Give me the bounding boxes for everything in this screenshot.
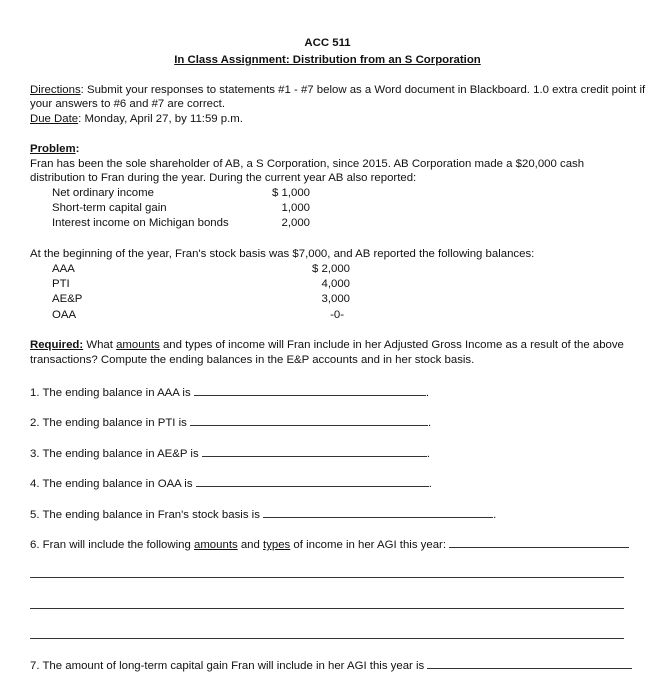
directions-line1 bbox=[30, 83, 645, 97]
answer-1-blank[interactable] bbox=[194, 384, 426, 396]
question-6-types: types bbox=[263, 539, 291, 551]
question-5-text: 5. The ending balance in Fran's stock basis is bbox=[30, 509, 260, 521]
question-3 bbox=[30, 445, 430, 461]
directions-text: : Submit your responses to statements #1 - #7 below as a Word document in Blackboard. 1.0 extra credit point if bbox=[80, 84, 646, 96]
required-line2: transactions? Compute the ending balances in the E&P accounts and in her stock basis. bbox=[30, 354, 475, 366]
question-2 bbox=[30, 414, 431, 430]
answer-2-blank[interactable] bbox=[190, 414, 428, 426]
period-3: . bbox=[426, 448, 431, 460]
due-date-label: Due Date bbox=[30, 113, 79, 125]
question-6-suffix: of income in her AGI this year: bbox=[290, 539, 447, 551]
question-6-amounts: amounts bbox=[193, 539, 238, 551]
question-1 bbox=[30, 384, 429, 400]
item-value-st-gain: 1,000 bbox=[281, 202, 310, 214]
question-4-text: 4. The ending balance in OAA is bbox=[30, 478, 193, 490]
due-date-text: : Monday, April 27, by 11:59 p.m. bbox=[78, 113, 243, 125]
course-code: ACC 511 bbox=[304, 37, 351, 49]
balances-intro: At the beginning of the year, Fran's stock basis was $7,000, and AB reported the following balances: bbox=[30, 248, 535, 260]
period-5: . bbox=[493, 509, 497, 521]
answer-6-line-3[interactable] bbox=[30, 608, 624, 609]
answer-4-blank[interactable] bbox=[196, 475, 429, 487]
item-label-interest: Interest income on Michigan bonds bbox=[52, 217, 229, 229]
due-date bbox=[30, 112, 243, 126]
problem-line1: Fran has been the sole shareholder of AB, a S Corporation, since 2015. AB Corporation made a $20,000 cash bbox=[30, 158, 585, 170]
answer-7-blank[interactable] bbox=[427, 657, 632, 669]
problem-line2: distribution to Fran during the year. During the current year AB also reported: bbox=[30, 172, 417, 184]
required-line1 bbox=[30, 338, 624, 352]
question-5 bbox=[30, 506, 496, 522]
required-amounts: amounts bbox=[116, 339, 160, 351]
item-label-net-ordinary: Net ordinary income bbox=[52, 187, 154, 199]
balance-label-pti: PTI bbox=[52, 278, 70, 290]
answer-3-blank[interactable] bbox=[202, 445, 427, 457]
question-7 bbox=[30, 657, 632, 673]
balance-value-aaa: $ 2,000 bbox=[311, 263, 350, 275]
period-4: . bbox=[428, 478, 432, 490]
question-4 bbox=[30, 475, 432, 491]
question-6 bbox=[30, 536, 629, 552]
question-1-text: 1. The ending balance in AAA is bbox=[30, 387, 191, 399]
item-label-st-gain: Short-term capital gain bbox=[52, 202, 167, 214]
problem-colon: : bbox=[75, 143, 80, 155]
balance-label-oaa: OAA bbox=[52, 309, 77, 321]
page-title: In Class Assignment: Distribution from an S Corporation bbox=[174, 54, 481, 66]
problem-label: Problem bbox=[30, 143, 76, 155]
answer-6-line-4[interactable] bbox=[30, 638, 624, 639]
directions-label: Directions bbox=[30, 84, 81, 96]
question-6-and: and bbox=[237, 539, 264, 551]
problem-heading bbox=[30, 142, 79, 156]
answer-6-line-2[interactable] bbox=[30, 577, 624, 578]
question-3-text: 3. The ending balance in AE&P is bbox=[30, 448, 199, 460]
balance-value-aep: 3,000 bbox=[321, 293, 350, 305]
balance-value-pti: 4,000 bbox=[321, 278, 350, 290]
period-2: . bbox=[428, 417, 432, 429]
question-2-text: 2. The ending balance in PTI is bbox=[30, 417, 187, 429]
required-label: Required: bbox=[30, 339, 84, 351]
question-7-text: 7. The amount of long-term capital gain Fran will include in her AGI this year is bbox=[30, 660, 425, 672]
balance-label-aaa: AAA bbox=[52, 263, 75, 275]
period-1: . bbox=[425, 387, 429, 399]
item-value-net-ordinary: $ 1,000 bbox=[271, 187, 310, 199]
answer-5-blank[interactable] bbox=[263, 506, 493, 518]
answer-6-blank[interactable] bbox=[449, 536, 629, 548]
required-text2: and types of income will Fran include in her Adjusted Gross Income as a result of the above bbox=[159, 339, 624, 351]
directions-line2: your answers to #6 and #7 are correct. bbox=[30, 98, 226, 110]
question-6-prefix: 6. Fran will include the following bbox=[30, 539, 194, 551]
balance-label-aep: AE&P bbox=[52, 293, 83, 305]
balance-value-oaa: -0- bbox=[330, 309, 344, 321]
required-text1: What bbox=[83, 339, 117, 351]
item-value-interest: 2,000 bbox=[281, 217, 310, 229]
